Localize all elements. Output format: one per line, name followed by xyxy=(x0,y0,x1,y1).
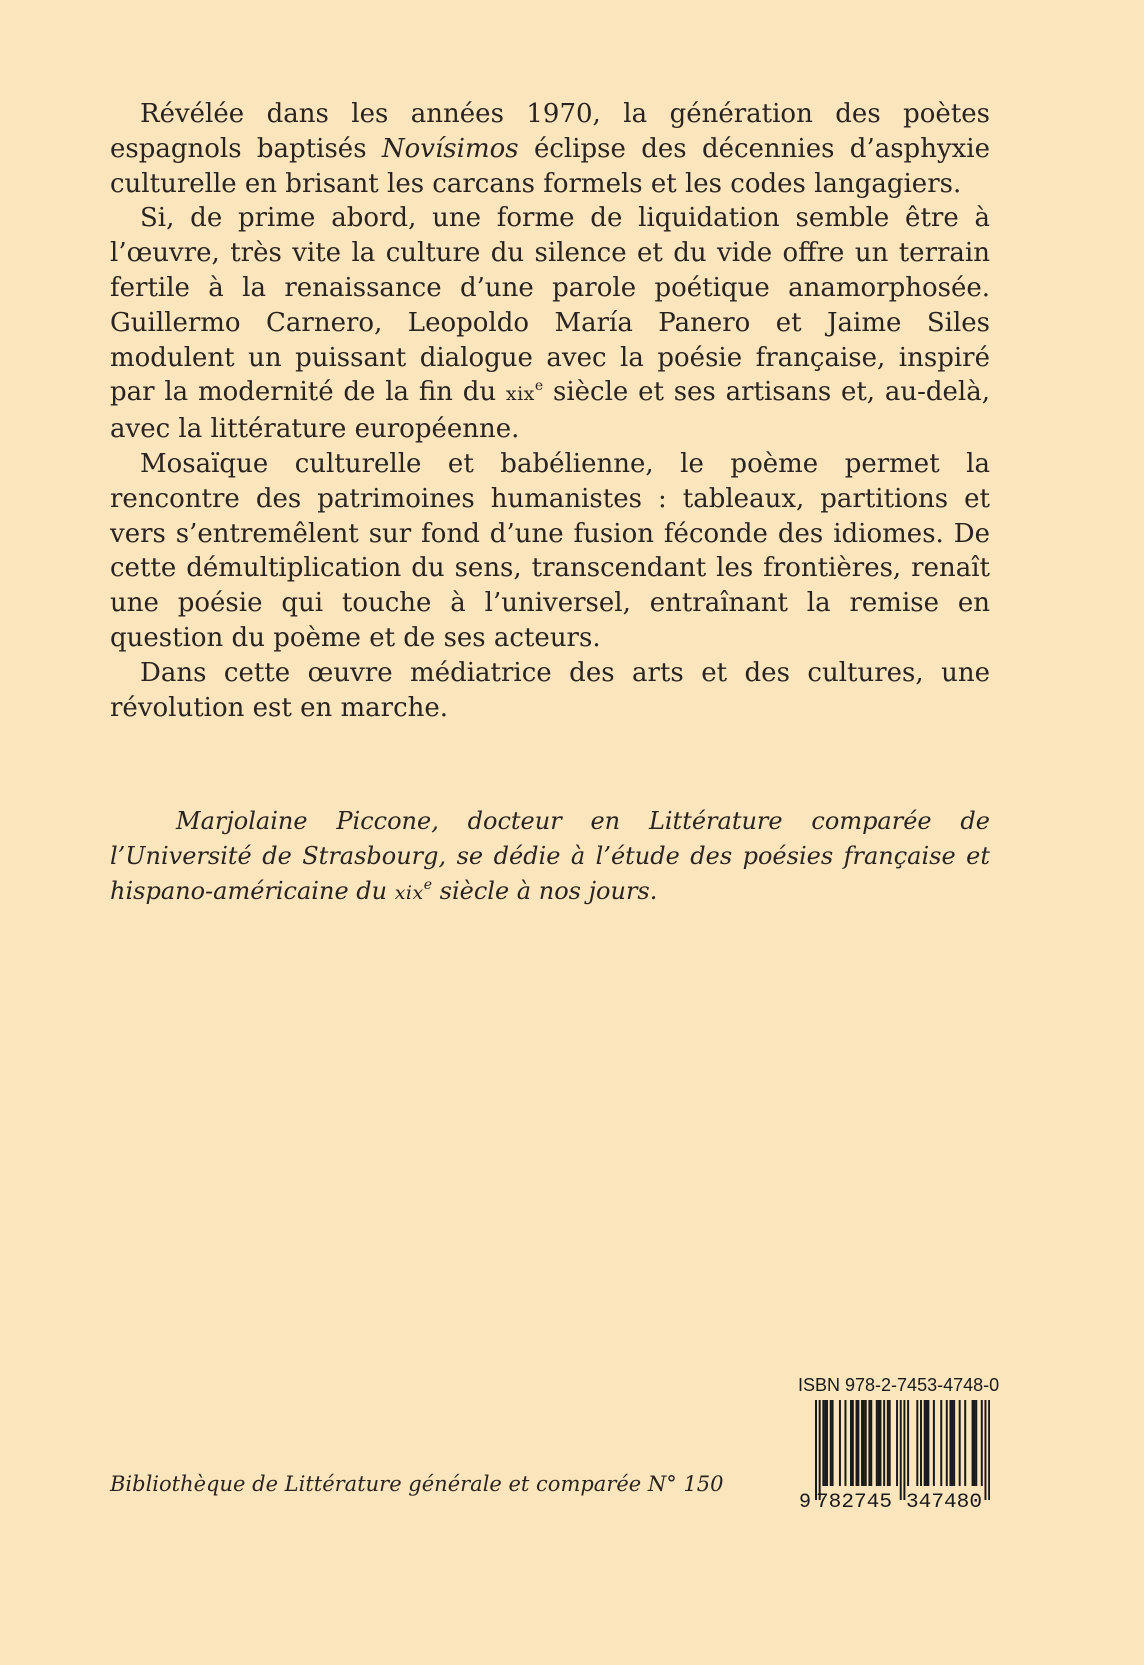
barcode-bar xyxy=(924,1400,926,1486)
isbn-barcode-block xyxy=(798,1375,1000,1515)
barcode-bar xyxy=(876,1400,878,1486)
blurb xyxy=(110,97,990,725)
barcode-bar xyxy=(988,1400,990,1500)
barcode-bar xyxy=(868,1400,870,1486)
blurb-paragraph-4: Dans cette œuvre médiatrice des arts et des cultures, une révolution est en marche. xyxy=(110,657,990,723)
barcode-bar xyxy=(850,1400,852,1486)
barcode-bar xyxy=(865,1400,867,1486)
blurb-paragraph-1 xyxy=(110,97,990,201)
barcode-bar xyxy=(819,1400,821,1500)
barcode-bar xyxy=(927,1400,929,1486)
blurb-p1-text-b: éclipse des décennies d’asphyxie culturelle en brisant les carcans formels et les codes langagiers. xyxy=(110,133,991,199)
barcode-bar xyxy=(815,1400,817,1500)
barcode-bar xyxy=(824,1400,826,1486)
barcode-bars xyxy=(815,1400,990,1500)
barcode-bar xyxy=(953,1400,955,1486)
author-bio-paragraph xyxy=(110,804,990,911)
century-numeral: xix xyxy=(505,383,535,406)
novisimos-term: Novísimos xyxy=(381,133,519,164)
author-bio-text-a: Marjolaine Piccone, docteur en Littérature comparée de l’Université de Strasbourg, se dédie à l’étude des poésies française et hispano-américaine du xyxy=(110,807,990,905)
barcode-bar xyxy=(973,1400,975,1486)
barcode-bar xyxy=(940,1400,942,1486)
barcode-bar xyxy=(926,1400,928,1486)
blurb-p2-text-a: Si, de prime abord, une forme de liquidation semble être à l’œuvre, très vite la culture du silence et du vide offre un terrain fertile à la renaissance d’une parole poétique anamorphosée. Guillermo Carnero, Leopoldo María Panero et Jaime Siles modulent un puissant dialogue avec la poésie française, inspiré par la modernité de la fin du xyxy=(110,203,990,408)
blurb-paragraph-3: Mosaïque culturelle et babélienne, le poème permet la rencontre des patrimoines humanistes : tableaux, partitions et vers s’entremêlent sur fond d’une fusion féconde des idiomes. De cette démultiplication du sens, transcendant les frontières, renaît une poésie qui touche à l’universel, entraînant la remise en question du poème et de ses acteurs. xyxy=(110,448,990,653)
barcode-right-digits: 347480 xyxy=(906,1491,982,1512)
century-numeral: xix xyxy=(394,882,424,904)
barcode-bar xyxy=(907,1400,909,1486)
barcode-bar xyxy=(822,1400,824,1486)
barcode-bar xyxy=(844,1400,846,1486)
barcode-left-digits: 782745 xyxy=(816,1491,892,1512)
barcode-bar xyxy=(839,1400,841,1486)
barcode-bar xyxy=(832,1400,834,1486)
barcode-bar xyxy=(903,1400,905,1500)
barcode-bar xyxy=(852,1400,854,1486)
barcode-bar xyxy=(959,1400,961,1486)
barcode-bar xyxy=(975,1400,977,1486)
barcode-bar xyxy=(946,1400,948,1486)
barcode-bar xyxy=(830,1400,832,1486)
blurb-p2-text-b: siècle et ses artisans et, au-delà, avec la littérature européenne. xyxy=(110,377,991,445)
blurb-p1-text-a: Révélée dans les années 1970, la génération des poètes espagnols baptisés xyxy=(110,99,990,164)
barcode-bar xyxy=(887,1400,889,1486)
barcode xyxy=(798,1400,990,1512)
barcode-bar xyxy=(972,1400,974,1486)
barcode-bar xyxy=(951,1400,953,1486)
barcode-bar xyxy=(900,1400,902,1500)
blurb-paragraph-2 xyxy=(110,201,990,447)
barcode-bar xyxy=(984,1400,986,1500)
barcode-bar xyxy=(826,1400,828,1486)
author-bio xyxy=(110,804,990,911)
barcode-bar xyxy=(896,1400,898,1486)
barcode-bar xyxy=(879,1400,881,1486)
barcode-bar xyxy=(870,1400,872,1486)
barcode-bar xyxy=(964,1400,966,1486)
isbn-label: ISBN 978-2-7453-4748-0 xyxy=(798,1375,1000,1395)
barcode-bar xyxy=(883,1400,885,1486)
barcode-bar xyxy=(916,1400,918,1486)
barcode-bar xyxy=(861,1400,863,1486)
century-superscript: e xyxy=(534,378,544,395)
barcode-bar xyxy=(863,1400,865,1486)
barcode-bar xyxy=(920,1400,922,1486)
author-bio-text-b: siècle à nos jours. xyxy=(432,877,658,905)
barcode-bar xyxy=(949,1400,951,1486)
barcode-bar xyxy=(889,1400,891,1486)
series-title: Bibliothèque de Littérature générale et comparée N° 150 xyxy=(110,1472,724,1496)
barcode-bar xyxy=(856,1400,858,1486)
barcode-first-digit: 9 xyxy=(799,1491,812,1512)
century-superscript: e xyxy=(423,877,433,893)
barcode-bar xyxy=(857,1400,859,1486)
barcode-bar xyxy=(981,1400,983,1486)
barcode-bar xyxy=(933,1400,935,1486)
barcode-bar xyxy=(878,1400,880,1486)
